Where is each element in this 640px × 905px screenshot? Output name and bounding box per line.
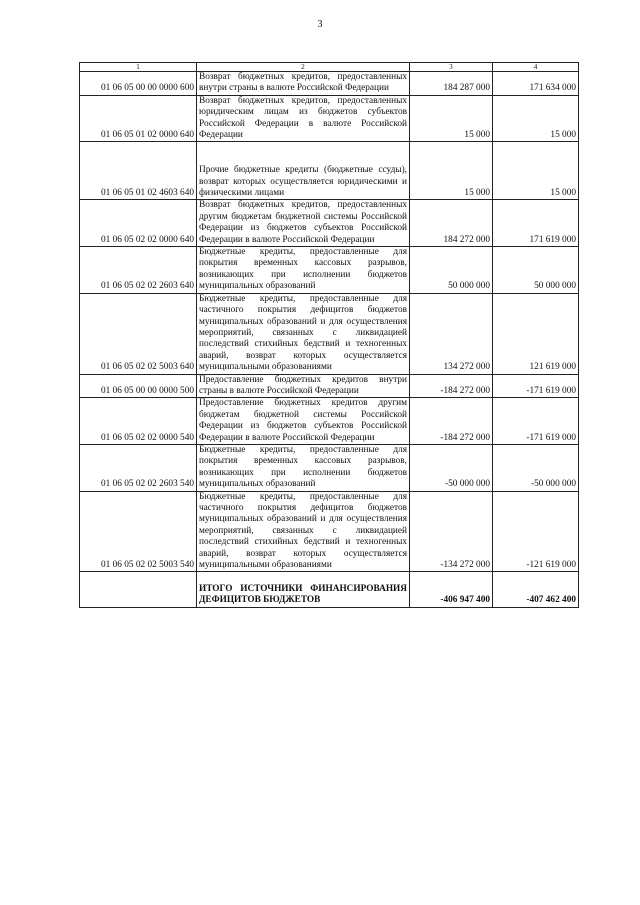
amount-col4: 50 000 000 — [493, 247, 579, 294]
column-number-3: 3 — [410, 63, 493, 72]
row-description: Бюджетные кредиты, предоставленные для частичного покрытия дефицитов бюджетов муниципальных образований и для осуществления мероприятий, связанных с ликвидацией последствий стихийных бедствий и техногенных аварий, возврат которых осуществляется муниципальными образованиями — [197, 293, 410, 374]
amount-col4: 15 000 — [493, 95, 579, 142]
row-description: Прочие бюджетные кредиты (бюджетные ссуды), возврат которых осуществляется юридическими и физическими лицами — [199, 165, 407, 199]
column-number-2: 2 — [197, 63, 410, 72]
budget-code: 01 06 05 01 02 0000 640 — [80, 95, 197, 142]
amount-col3: 50 000 000 — [410, 247, 493, 294]
total-amount-col4: -407 462 400 — [493, 572, 579, 607]
amount-col3: 15 000 — [410, 95, 493, 142]
total-code-cell — [80, 572, 197, 607]
amount-col4: 15 000 — [493, 142, 579, 200]
amount-col4: 171 619 000 — [493, 200, 579, 247]
amount-col4: 121 619 000 — [493, 293, 579, 374]
page-number: 3 — [317, 19, 323, 30]
table-row — [80, 398, 579, 445]
row-description: Бюджетные кредиты, предоставленные для покрытия временных кассовых разрывов, возникающих при исполнении бюджетов муниципальных образований — [197, 247, 410, 294]
total-amount-col3: -406 947 400 — [410, 572, 493, 607]
row-description: Предоставление бюджетных кредитов другим бюджетам бюджетной системы Российской Федерации из бюджетов субъектов Российской Федерации в валюте Российской Федерации — [197, 398, 410, 445]
table-row — [80, 374, 579, 398]
table-row — [80, 444, 579, 491]
budget-code: 01 06 05 00 00 0000 600 — [80, 72, 197, 96]
amount-col4: 171 634 000 — [493, 72, 579, 96]
amount-col3: -134 272 000 — [410, 491, 493, 572]
amount-col3: 15 000 — [410, 142, 493, 200]
budget-code: 01 06 05 02 02 5003 540 — [80, 491, 197, 572]
budget-code: 01 06 05 02 02 0000 540 — [80, 398, 197, 445]
column-number-4: 4 — [493, 63, 579, 72]
table-row — [80, 200, 579, 247]
budget-code: 01 06 05 02 02 2603 640 — [80, 247, 197, 294]
amount-col4: -171 619 000 — [493, 398, 579, 445]
row-description: Предоставление бюджетных кредитов внутри страны в валюте Российской Федерации — [197, 374, 410, 398]
row-description: Возврат бюджетных кредитов, предоставленных юридическим лицам из бюджетов субъектов Российской Федерации в валюте Российской Федерации — [197, 95, 410, 142]
amount-col3: 184 272 000 — [410, 200, 493, 247]
budget-code: 01 06 05 02 02 5003 640 — [80, 293, 197, 374]
amount-col3: -184 272 000 — [410, 374, 493, 398]
amount-col4: -171 619 000 — [493, 374, 579, 398]
table-row — [80, 491, 579, 572]
table-row — [80, 95, 579, 142]
row-description: Бюджетные кредиты, предоставленные для покрытия временных кассовых разрывов, возникающих при исполнении бюджетов муниципальных образований — [197, 444, 410, 491]
amount-col3: 184 287 000 — [410, 72, 493, 96]
budget-code: 01 06 05 02 02 0000 640 — [80, 200, 197, 247]
column-number-row — [80, 63, 579, 72]
amount-col3: -184 272 000 — [410, 398, 493, 445]
amount-col3: 134 272 000 — [410, 293, 493, 374]
row-description: Бюджетные кредиты, предоставленные для частичного покрытия дефицитов бюджетов муниципальных образований и для осуществления мероприятий, связанных с ликвидацией последствий стихийных бедствий и техногенных аварий, возврат которых осуществляется муниципальными образованиями — [197, 491, 410, 572]
amount-col4: -121 619 000 — [493, 491, 579, 572]
row-description: Возврат бюджетных кредитов, предоставленных другим бюджетам бюджетной системы Российской Федерации из бюджетов субъектов Российской Федерации в валюте Российской Федерации — [197, 200, 410, 247]
amount-col3: -50 000 000 — [410, 444, 493, 491]
table-row — [80, 72, 579, 96]
budget-code: 01 06 05 01 02 4603 640 — [80, 142, 197, 200]
row-description-cell — [197, 142, 410, 200]
row-description: Возврат бюджетных кредитов, предоставленных внутри страны в валюте Российской Федерации — [197, 72, 410, 96]
table-row — [80, 247, 579, 294]
total-label: ИТОГО ИСТОЧНИКИ ФИНАНСИРОВАНИЯ ДЕФИЦИТОВ БЮДЖЕТОВ — [199, 583, 407, 606]
budget-code: 01 06 05 00 00 0000 500 — [80, 374, 197, 398]
budget-code: 01 06 05 02 02 2603 540 — [80, 444, 197, 491]
budget-sources-table — [79, 62, 579, 608]
table-row — [80, 142, 579, 200]
table-row — [80, 293, 579, 374]
total-row — [80, 572, 579, 607]
column-number-1: 1 — [80, 63, 197, 72]
amount-col4: -50 000 000 — [493, 444, 579, 491]
total-label-cell — [197, 572, 410, 607]
